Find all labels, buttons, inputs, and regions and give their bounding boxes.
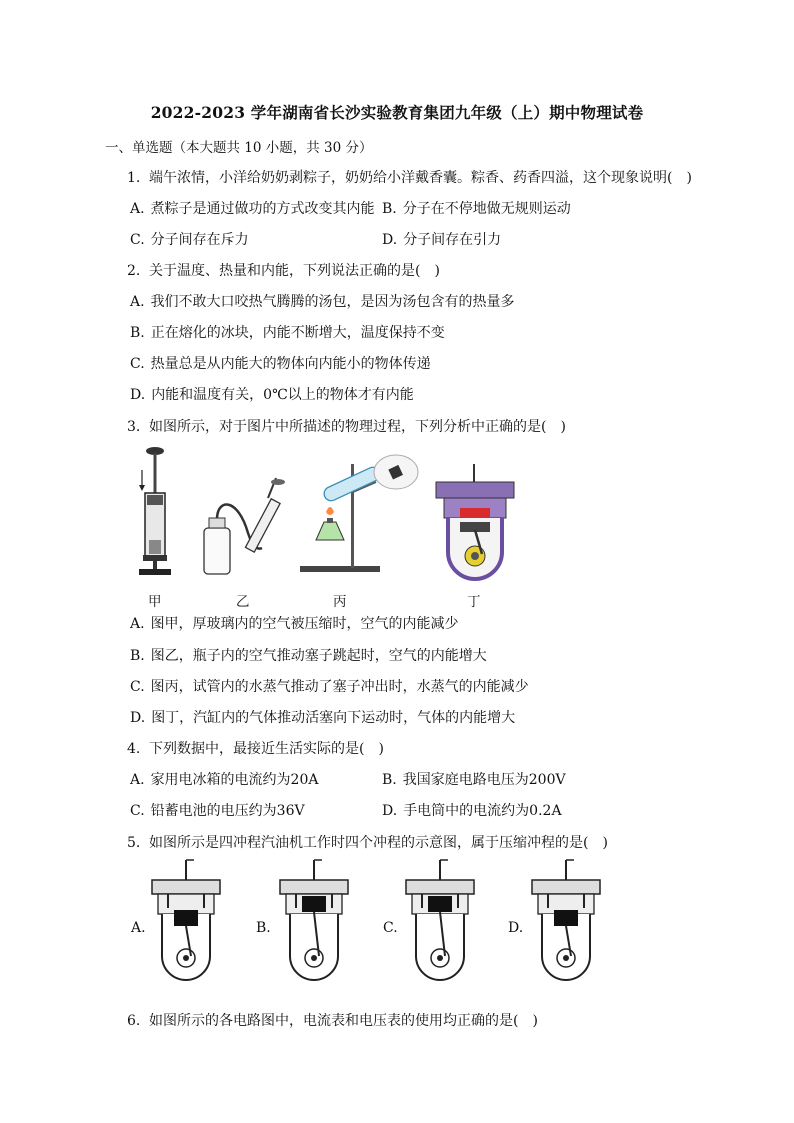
question-5: 5. 如图所示是四冲程汽油机工作时四个冲程的示意图，属于压缩冲程的是( ) (127, 835, 608, 851)
option-2a[interactable]: A. 我们不敢大口咬热气腾腾的汤包，是因为汤包含有的热量多 (130, 294, 515, 310)
engine-diagram-a (150, 858, 222, 988)
option-3a[interactable]: A. 图甲，厚玻璃内的空气被压缩时，空气的内能减少 (130, 616, 459, 632)
page-title: 2022-2023 学年湖南省长沙实验教育集团九年级（上）期中物理试卷 (150, 103, 644, 122)
option-4a[interactable]: A. 家用电冰箱的电流约为20A (130, 772, 319, 788)
engine-label-d[interactable]: D. (508, 920, 524, 936)
option-2b[interactable]: B. 正在熔化的冰块，内能不断增大，温度保持不变 (130, 325, 445, 341)
option-4d[interactable]: D. 手电筒中的电流约为0.2A (382, 803, 562, 819)
option-4b[interactable]: B. 我国家庭电路电压为200V (382, 772, 566, 788)
figure-ding-engine (434, 462, 516, 580)
option-3d[interactable]: D. 图丁，汽缸内的气体推动活塞向下运动时，气体的内能增大 (130, 710, 516, 726)
question-1 (127, 167, 692, 187)
engine-label-b[interactable]: B. (256, 920, 271, 936)
figure-yi-bottle-pump (198, 478, 294, 578)
option-1d[interactable]: D. 分子间存在引力 (382, 232, 502, 248)
figure-label-bing: 丙 (333, 594, 347, 610)
question-6: 6. 如图所示的各电路图中，电流表和电压表的使用均正确的是( ) (127, 1013, 538, 1029)
option-3b[interactable]: B. 图乙，瓶子内的空气推动塞子跳起时，空气的内能增大 (130, 648, 487, 664)
question-stem: 端午浓情，小洋给奶奶剥粽子，奶奶给小洋戴香囊。粽香、药香四溢，这个现象说明( ) (149, 170, 692, 186)
option-2d[interactable]: D. 内能和温度有关，0℃以上的物体才有内能 (130, 387, 414, 403)
engine-diagram-d (530, 858, 602, 988)
figure-bing-test-tube (296, 452, 421, 577)
question-2: 2. 关于温度、热量和内能，下列说法正确的是( ) (127, 263, 440, 279)
figure-label-yi: 乙 (236, 594, 250, 610)
question-number: 1. (127, 170, 141, 186)
engine-diagram-c (404, 858, 476, 988)
option-4c[interactable]: C. 铅蓄电池的电压约为36V (130, 803, 305, 819)
option-1b[interactable]: B. 分子在不停地做无规则运动 (382, 201, 571, 217)
figure-label-ding: 丁 (467, 594, 481, 610)
option-1a[interactable]: A. 煮粽子是通过做功的方式改变其内能 (130, 201, 375, 217)
option-1c[interactable]: C. 分子间存在斥力 (130, 232, 249, 248)
question-4: 4. 下列数据中，最接近生活实际的是( ) (127, 741, 384, 757)
option-3c[interactable]: C. 图丙，试管内的水蒸气推动了塞子冲出时，水蒸气的内能减少 (130, 679, 529, 695)
engine-label-a[interactable]: A. (131, 920, 146, 936)
engine-diagram-b (278, 858, 350, 988)
section-heading: 一、单选题（本大题共 10 小题，共 30 分） (105, 140, 373, 156)
option-2c[interactable]: C. 热量总是从内能大的物体向内能小的物体传递 (130, 356, 431, 372)
figure-label-jia: 甲 (148, 594, 162, 610)
question-3: 3. 如图所示，对于图片中所描述的物理过程，下列分析中正确的是( ) (127, 419, 566, 435)
figure-jia-fire-syringe (135, 445, 175, 580)
engine-label-c[interactable]: C. (383, 920, 398, 936)
